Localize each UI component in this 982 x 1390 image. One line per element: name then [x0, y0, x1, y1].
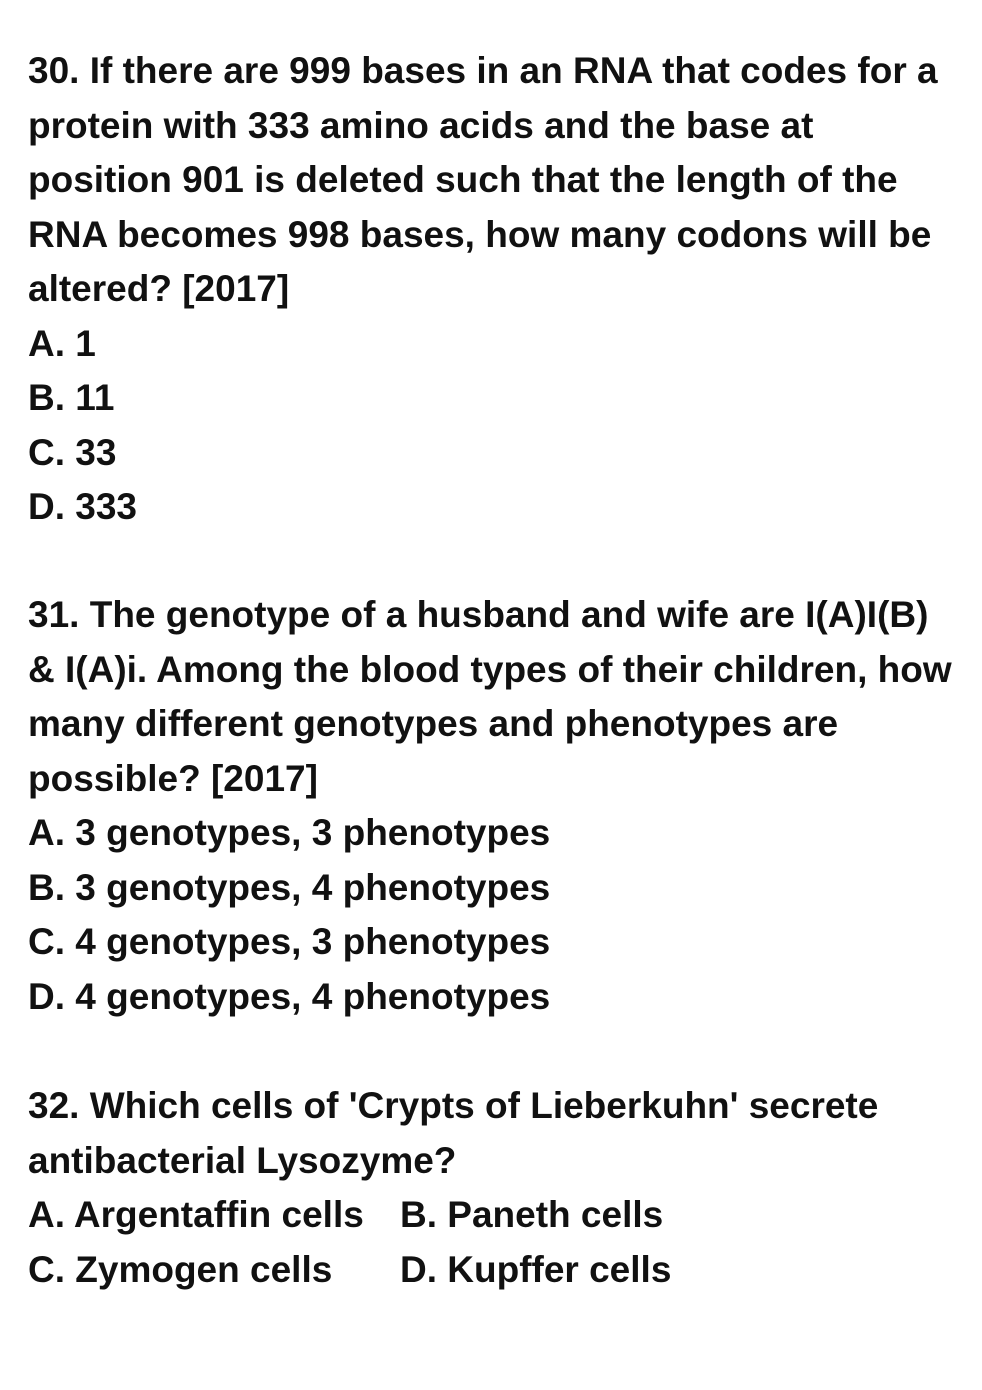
option-c: C. 4 genotypes, 3 phenotypes: [28, 921, 551, 962]
question-31: [28, 588, 958, 1024]
option-c: C. Zymogen cells: [28, 1248, 333, 1290]
option-c: C. 33: [28, 431, 117, 473]
option-a: A. Argentaffin cells: [28, 1194, 364, 1235]
question-text: 31. The genotype of a husband and wife are I(A)I(B) & I(A)i. Among the blood types of their children, how many different genotypes and phenotypes are possible? [2017]: [28, 594, 952, 799]
option-b: B. 3 genotypes, 4 phenotypes: [28, 866, 551, 908]
option-a: A. 1: [28, 322, 96, 364]
option-b: B. Paneth cells: [400, 1194, 664, 1235]
question-text: 30. If there are 999 bases in an RNA that codes for a protein with 333 amino acids and the base at position 901 is deleted such that the length of the RNA becomes 998 bases, how many codons will be altered? [2017]: [28, 50, 938, 309]
question-text: 32. Which cells of 'Crypts of Lieberkuhn' secrete antibacterial Lysozyme?: [28, 1085, 879, 1181]
option-b: B. 11: [28, 377, 115, 418]
question-32: [28, 1079, 958, 1297]
option-a: A. 3 genotypes, 3 phenotypes: [28, 812, 551, 853]
options-row-1: [28, 1188, 958, 1243]
question-30: [28, 44, 958, 535]
option-d: D. Kupffer cells: [400, 1248, 672, 1290]
option-d: D. 4 genotypes, 4 phenotypes: [28, 975, 551, 1017]
option-d: D. 333: [28, 486, 138, 527]
options-row-2: [28, 1243, 958, 1298]
